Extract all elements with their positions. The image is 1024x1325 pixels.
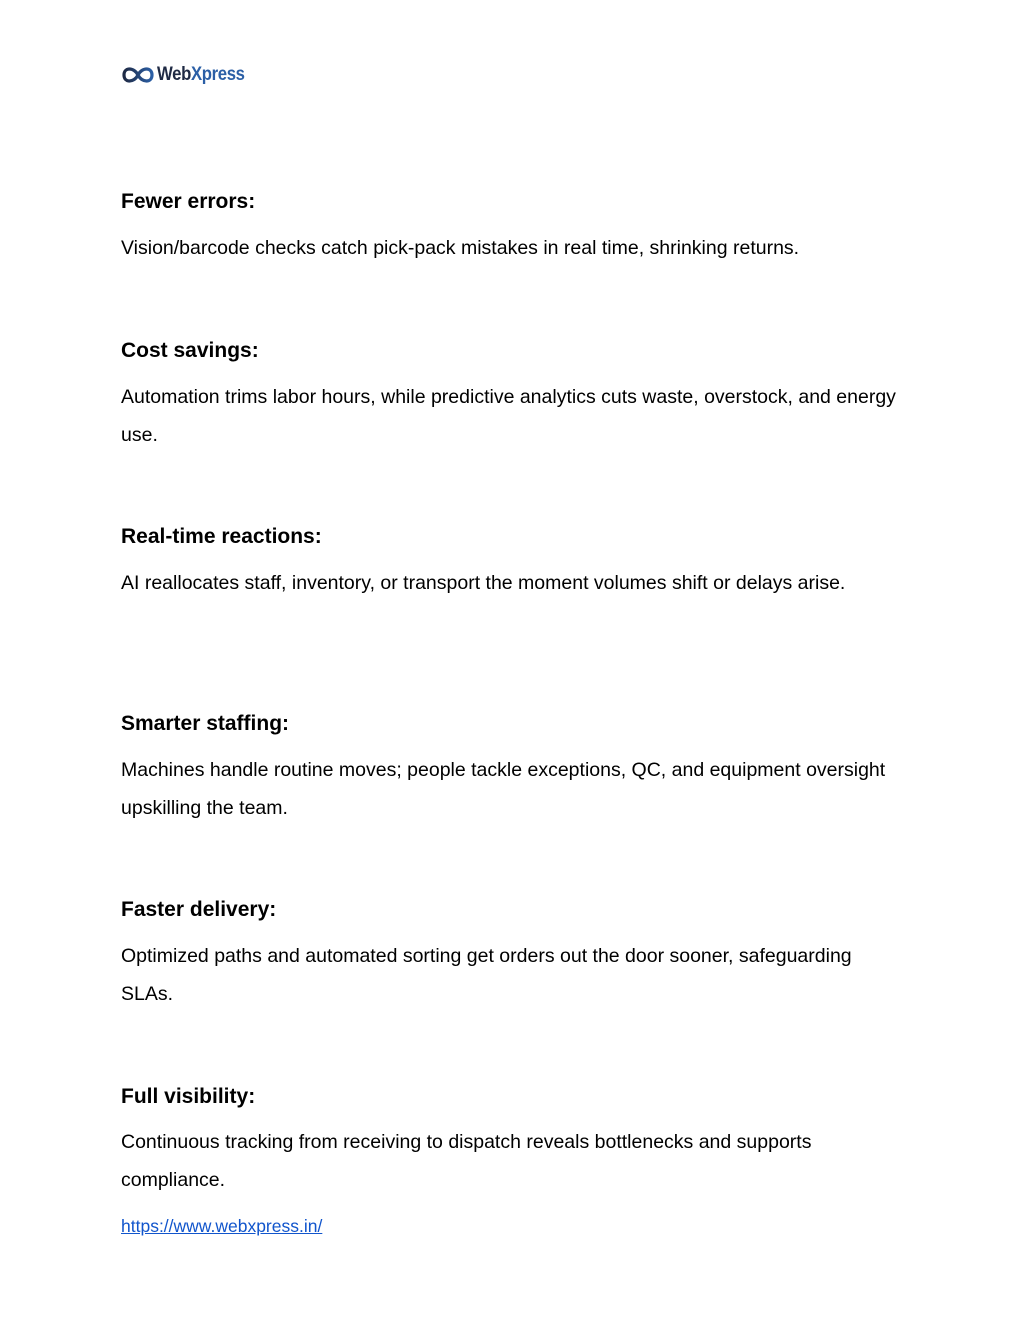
section-body-full-visibility: Continuous tracking from receiving to dispatch reveals bottlenecks and supports compliance. <box>121 1131 812 1191</box>
section-title-full-visibility: Full visibility: <box>121 1085 256 1108</box>
infinity-loop-icon <box>121 63 155 87</box>
section-title-real-time-reactions: Real‑time reactions: <box>121 525 322 548</box>
webxpress-logo <box>121 61 257 89</box>
logo-wordmark <box>157 64 245 86</box>
section-title-faster-delivery: Faster delivery: <box>121 898 277 921</box>
section-title-cost-savings: Cost savings: <box>121 339 259 362</box>
logo-text-xpress: Xpress <box>190 64 245 85</box>
section-body-smarter-staffing: Machines handle routine moves; people tackle exceptions, QC, and equipment oversight upskilling the team. <box>121 759 886 819</box>
section-body-fewer-errors: Vision/barcode checks catch pick‑pack mistakes in real time, shrinking returns. <box>121 237 800 259</box>
section-body-faster-delivery: Optimized paths and automated sorting get orders out the door sooner, safeguarding SLAs. <box>121 945 852 1005</box>
section-title-smarter-staffing: Smarter staffing: <box>121 712 290 735</box>
website-link[interactable]: https://www.webxpress.in/ <box>121 1216 323 1236</box>
section-title-fewer-errors: Fewer errors: <box>121 190 256 213</box>
section-body-cost-savings: Automation trims labor hours, while predictive analytics cuts waste, overstock, and energy use. <box>121 386 896 446</box>
section-body-real-time-reactions: AI reallocates staff, inventory, or transport the moment volumes shift or delays arise. <box>121 572 846 594</box>
logo-text-web: Web <box>157 64 191 85</box>
